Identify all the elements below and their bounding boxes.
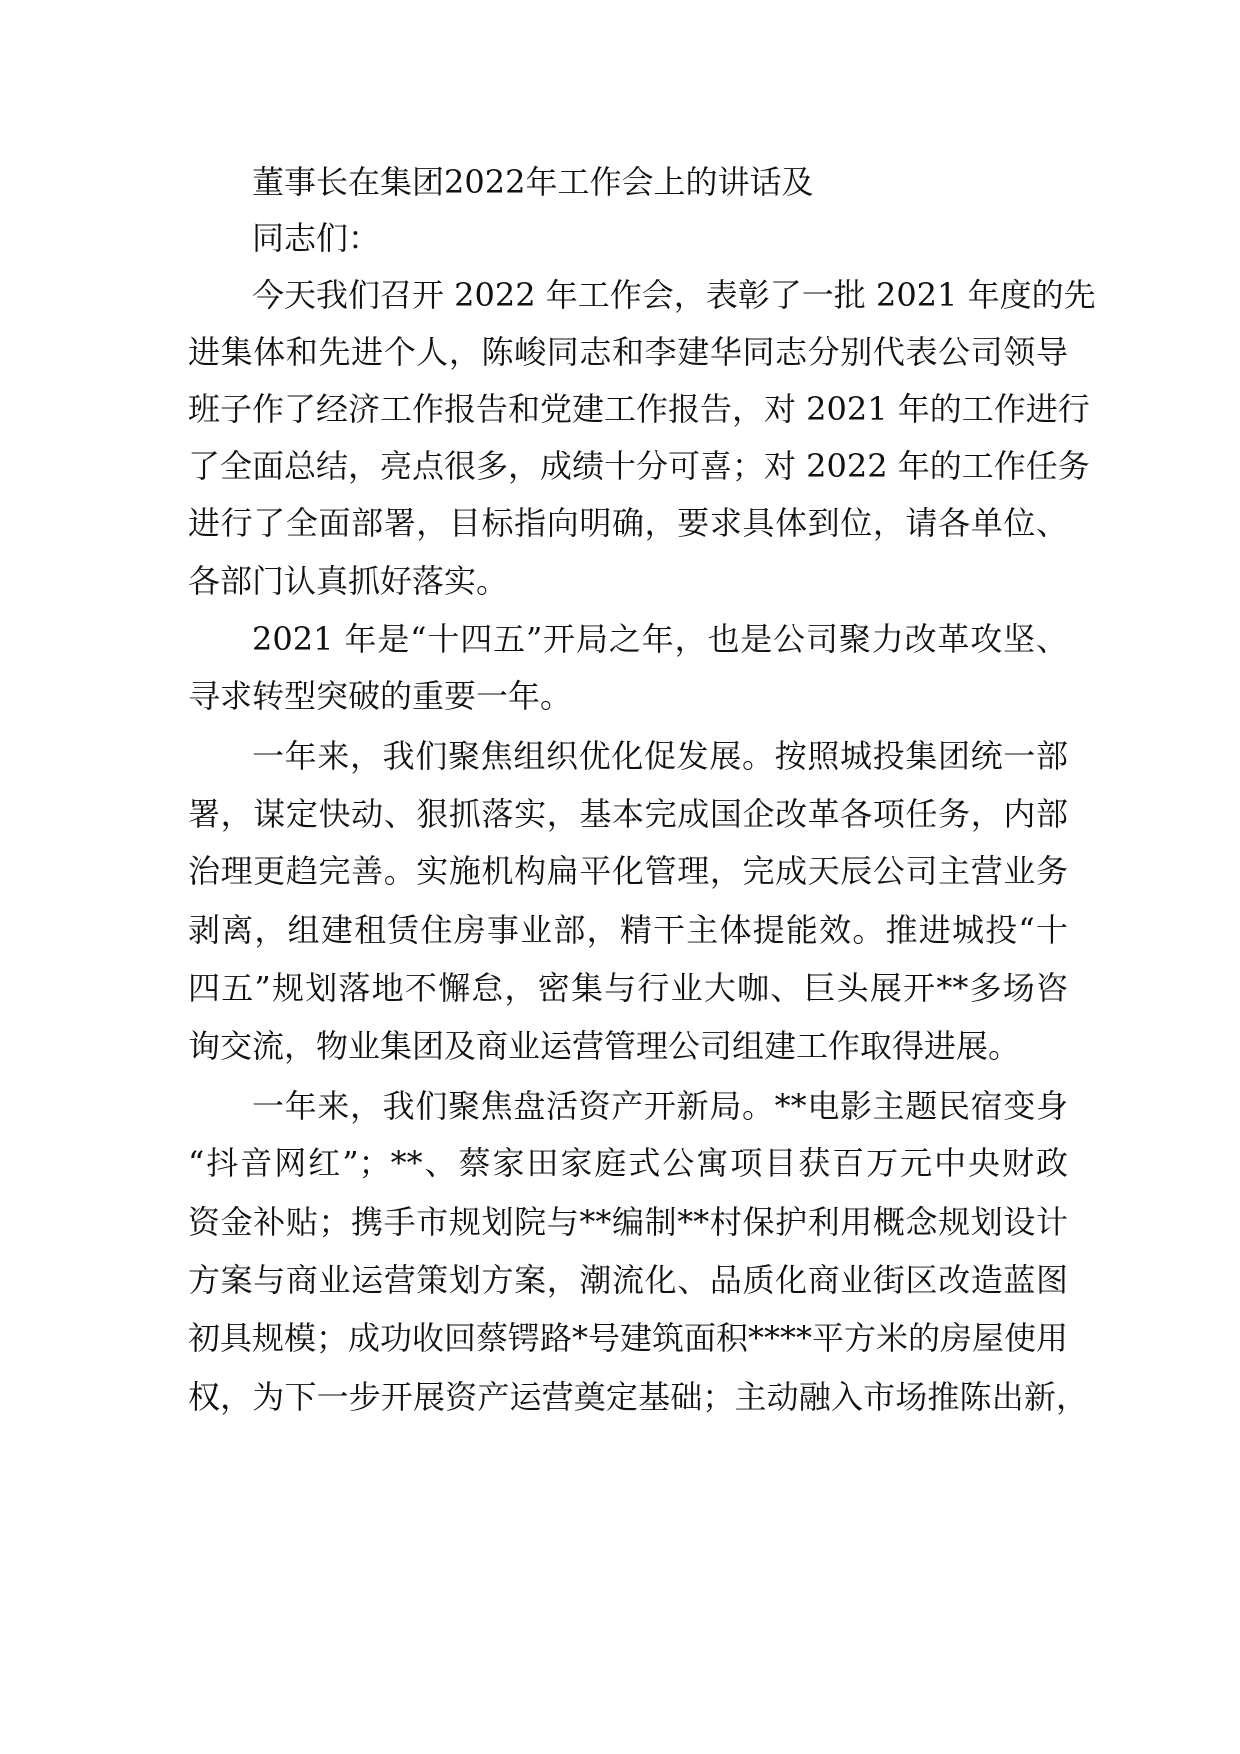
paragraph-line: 了全面总结，亮点很多，成绩十分可喜；对 2022 年的工作任务 — [188, 447, 1090, 485]
paragraph-line: “抖音网红”；**、蔡家田家庭式公寓项目获百万元中央财政 — [188, 1144, 1068, 1182]
paragraph-line: 寻求转型突破的重要一年。 — [188, 677, 573, 715]
paragraph-line: 署，谋定快动、狠抓落实，基本完成国企改革各项任务，内部 — [188, 795, 1068, 833]
paragraph-line: 资金补贴；携手市规划院与**编制**村保护利用概念规划设计 — [188, 1203, 1068, 1241]
paragraph-line: 进行了全面部署，目标指向明确，要求具体到位，请各单位、 — [188, 504, 1068, 542]
paragraph-line: 初具规模；成功收回蔡锷路*号建筑面积****平方米的房屋使用 — [188, 1319, 1069, 1357]
paragraph-line: 班子作了经济工作报告和党建工作报告，对 2021 年的工作进行 — [188, 390, 1090, 428]
paragraph-line: 询交流，物业集团及商业运营管理公司组建工作取得进展。 — [188, 1027, 1021, 1065]
paragraph-line: 进集体和先进个人，陈峻同志和李建华同志分别代表公司领导 — [188, 333, 1068, 371]
paragraph-line: 权，为下一步开展资产运营奠定基础；主动融入市场推陈出新， — [188, 1378, 1088, 1416]
paragraph-line: 剥离，组建租赁住房事业部，精干主体提能效。推进城投“十 — [188, 911, 1068, 949]
paragraph-line: 2021 年是“十四五”开局之年，也是公司聚力改革攻坚、 — [252, 620, 1068, 658]
paragraph-line: 一年来，我们聚焦组织优化促发展。按照城投集团统一部 — [252, 737, 1068, 775]
document-title: 董事长在集团2022年工作会上的讲话及 — [252, 163, 814, 201]
paragraph-line: 治理更趋完善。实施机构扁平化管理，完成天辰公司主营业务 — [188, 852, 1068, 890]
salutation: 同志们： — [252, 219, 381, 257]
paragraph-line: 方案与商业运营策划方案，潮流化、品质化商业街区改造蓝图 — [188, 1261, 1068, 1299]
paragraph-line: 各部门认真抓好落实。 — [188, 562, 509, 600]
paragraph-line: 今天我们召开 2022 年工作会，表彰了一批 2021 年度的先 — [252, 276, 1096, 314]
paragraph-line: 四五”规划落地不懈怠，密集与行业大咖、巨头展开**多场咨 — [188, 969, 1068, 1007]
paragraph-line: 一年来，我们聚焦盘活资产开新局。**电影主题民宿变身 — [252, 1087, 1068, 1125]
